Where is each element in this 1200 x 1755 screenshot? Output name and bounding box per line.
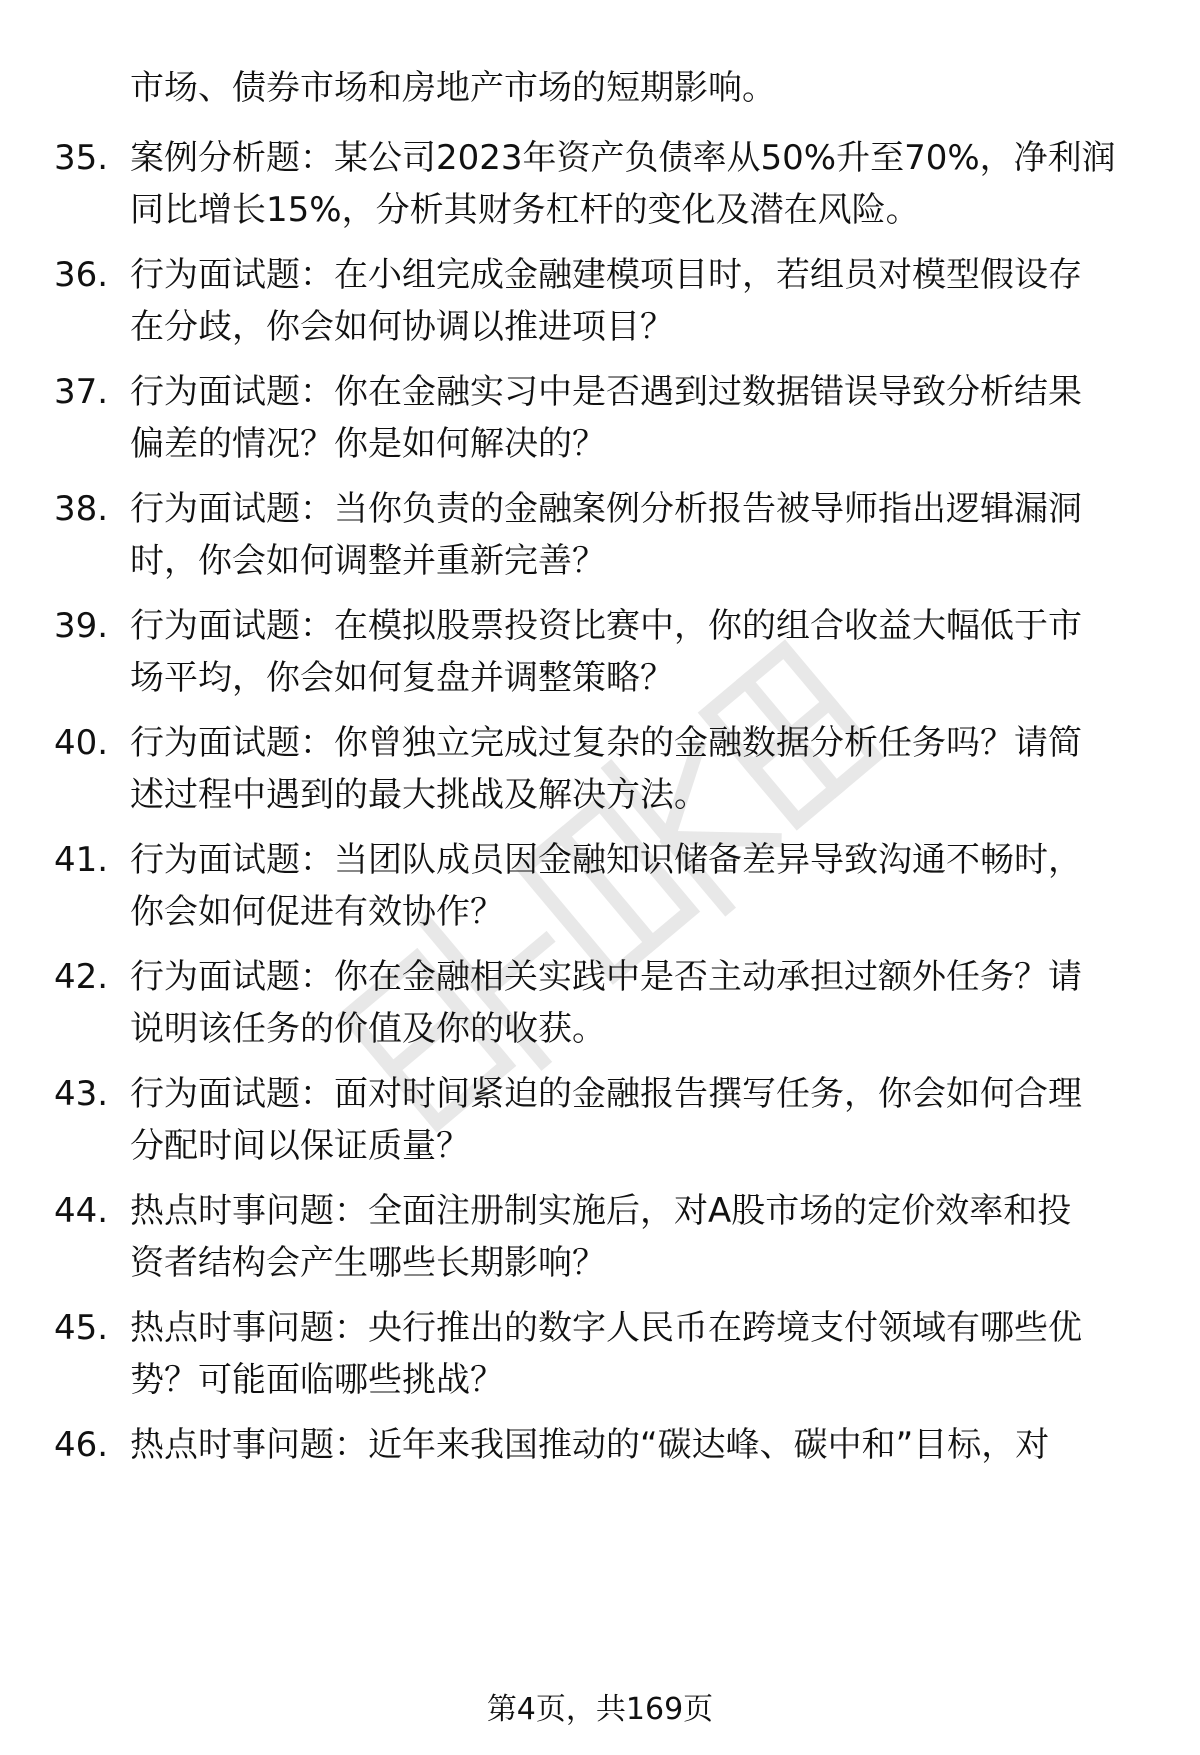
question-line: 行为面试题：你在金融实习中是否遇到过数据错误导致分析结果 (130, 372, 1082, 412)
question-number: 35. (54, 138, 109, 178)
question-number: 44. (54, 1191, 109, 1231)
question-line: 时，你会如何调整并重新完善？ (130, 541, 606, 581)
question-text (130, 1068, 1170, 1172)
question-line: 热点时事问题：央行推出的数字人民币在跨境支付领域有哪些优 (130, 1308, 1082, 1348)
question-number: 36. (54, 255, 109, 295)
question-number: 37. (54, 372, 109, 412)
question-line: 在分歧，你会如何协调以推进项目？ (130, 307, 674, 347)
question-line: 偏差的情况？你是如何解决的？ (130, 424, 606, 464)
question-text (130, 366, 1170, 470)
question-number: 46. (54, 1425, 109, 1465)
question-text (130, 1419, 1170, 1471)
question-line: 述过程中遇到的最大挑战及解决方法。 (130, 775, 708, 815)
question-text (130, 249, 1170, 353)
question-line: 你会如何促进有效协作？ (130, 892, 504, 932)
question-text (130, 132, 1170, 236)
question-text (130, 1185, 1170, 1289)
question-line: 分配时间以保证质量？ (130, 1126, 470, 1166)
continuation-text: 市场、债券市场和房地产市场的短期影响。 (130, 68, 776, 108)
question-line: 行为面试题：当你负责的金融案例分析报告被导师指出逻辑漏洞 (130, 489, 1082, 529)
question-text (130, 834, 1170, 938)
question-line: 案例分析题：某公司2023年资产负债率从50%升至70%，净利润 (130, 138, 1116, 178)
question-line: 说明该任务的价值及你的收获。 (130, 1009, 606, 1049)
question-line: 同比增长15%，分析其财务杠杆的变化及潜在风险。 (130, 190, 920, 230)
page-footer: 第4页，共169页 (486, 1692, 714, 1727)
question-line: 行为面试题：面对时间紧迫的金融报告撰写任务，你会如何合理 (130, 1074, 1082, 1114)
question-line: 行为面试题：当团队成员因金融知识储备差异导致沟通不畅时， (130, 840, 1082, 880)
question-number: 42. (54, 957, 109, 997)
question-line: 场平均，你会如何复盘并调整策略？ (130, 658, 674, 698)
question-line: 行为面试题：你曾独立完成过复杂的金融数据分析任务吗？请简 (130, 723, 1082, 763)
question-text (130, 1302, 1170, 1406)
question-text (130, 717, 1170, 821)
question-text (130, 483, 1170, 587)
question-text (130, 951, 1170, 1055)
question-number: 43. (54, 1074, 109, 1114)
question-line: 势？可能面临哪些挑战？ (130, 1360, 504, 1400)
question-line: 行为面试题：你在金融相关实践中是否主动承担过额外任务？请 (130, 957, 1082, 997)
question-number: 40. (54, 723, 109, 763)
question-line: 行为面试题：在模拟股票投资比赛中，你的组合收益大幅低于市 (130, 606, 1082, 646)
question-line: 热点时事问题：近年来我国推动的“碳达峰、碳中和”目标，对 (130, 1425, 1050, 1465)
question-number: 38. (54, 489, 109, 529)
question-number: 39. (54, 606, 109, 646)
question-line: 资者结构会产生哪些长期影响？ (130, 1243, 606, 1283)
question-number: 45. (54, 1308, 109, 1348)
question-line: 热点时事问题：全面注册制实施后，对A股市场的定价效率和投 (130, 1191, 1072, 1231)
question-number: 41. (54, 840, 109, 880)
question-text (130, 600, 1170, 704)
question-line: 行为面试题：在小组完成金融建模项目时，若组员对模型假设存 (130, 255, 1082, 295)
